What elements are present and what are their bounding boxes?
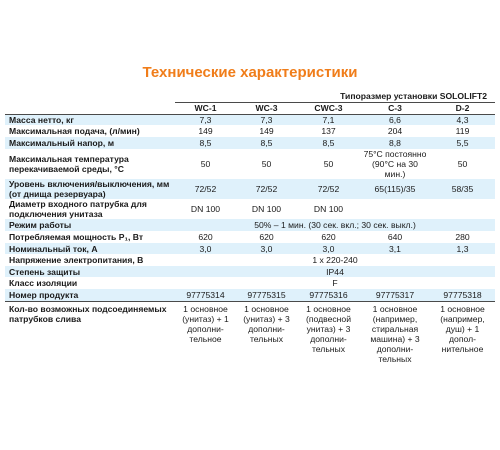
row-value: 50 bbox=[457, 159, 468, 169]
specs-table bbox=[5, 90, 495, 389]
row-value: 620 bbox=[259, 232, 274, 242]
row-value: 97775318 bbox=[430, 289, 495, 301]
table-row bbox=[5, 125, 495, 137]
row-value: 50 bbox=[200, 159, 211, 169]
row-value: 620 bbox=[321, 232, 336, 242]
row-value: 8,5 bbox=[236, 137, 297, 149]
row-value: 1 основное (подвесной унитаз) + 3 дополни-тельных bbox=[297, 301, 360, 389]
row-label: Максимальный напор, м bbox=[5, 137, 175, 149]
row-value: 5,5 bbox=[430, 137, 495, 149]
row-value: 75°C постоянно (90°C на 30 мин.) bbox=[363, 149, 427, 179]
row-value: 7,3 bbox=[175, 114, 236, 125]
row-value: IP44 bbox=[175, 266, 495, 277]
row-value: 7,3 bbox=[236, 114, 297, 125]
row-label: Диаметр входного патрубка для подключения унитаза bbox=[9, 199, 147, 219]
row-value: 97775315 bbox=[236, 289, 297, 301]
row-value: 3,1 bbox=[360, 243, 430, 254]
group-header: Типоразмер установки SOLOLIFT2 bbox=[175, 90, 495, 102]
table-row bbox=[5, 301, 495, 389]
table-row bbox=[5, 243, 495, 254]
column-header: WC-3 bbox=[236, 102, 297, 114]
table-row bbox=[5, 289, 495, 301]
row-value: 6,6 bbox=[360, 114, 430, 125]
row-value: 72/52 bbox=[236, 179, 297, 199]
row-value: 8,5 bbox=[175, 137, 236, 149]
row-value: 50 bbox=[323, 159, 334, 169]
row-value: 1 x 220-240 bbox=[312, 255, 358, 265]
row-label: Класс изоляции bbox=[9, 278, 78, 288]
row-value: F bbox=[332, 278, 338, 288]
row-label: Максимальная температура перекачиваемой среды, °C bbox=[9, 154, 129, 174]
column-header: D-2 bbox=[430, 102, 495, 114]
row-value: 3,0 bbox=[297, 243, 360, 254]
row-label: Потребляемая мощность P₁, Вт bbox=[9, 232, 144, 242]
table-row bbox=[5, 266, 495, 277]
row-label: Степень защиты bbox=[5, 266, 175, 277]
row-value: 97775314 bbox=[175, 289, 236, 301]
table-row bbox=[5, 179, 495, 199]
row-label: Напряжение электропитания, В bbox=[9, 255, 144, 265]
row-label: Уровень включения/выключения, мм (от днища резервуара) bbox=[5, 179, 175, 199]
table-row bbox=[5, 277, 495, 289]
row-value: 8,8 bbox=[360, 137, 430, 149]
row-value: DN 100 bbox=[251, 204, 282, 214]
row-value: 97775317 bbox=[360, 289, 430, 301]
row-value: 149 bbox=[259, 126, 274, 136]
row-value: 1 основное (например, стиральная машина) + 3 дополни-тельных bbox=[360, 301, 430, 389]
row-value bbox=[360, 199, 430, 219]
row-value: 119 bbox=[455, 126, 470, 136]
row-value: 1 основное (например, душ) + 1 допол-нительное bbox=[430, 301, 495, 389]
table-row bbox=[5, 114, 495, 125]
row-value: 50% – 1 мин. (30 сек. вкл.; 30 сек. выкл.) bbox=[175, 219, 495, 231]
row-value: 4,3 bbox=[430, 114, 495, 125]
row-value: 620 bbox=[198, 232, 213, 242]
page-title: Технические характеристики bbox=[142, 64, 358, 81]
table-row bbox=[5, 231, 495, 243]
column-header: C-3 bbox=[360, 102, 430, 114]
row-value: 8,5 bbox=[297, 137, 360, 149]
row-label: Номер продукта bbox=[5, 289, 175, 301]
row-value: 3,0 bbox=[236, 243, 297, 254]
row-label: Максимальная подача, (л/мин) bbox=[9, 126, 140, 136]
column-header: CWC-3 bbox=[297, 102, 360, 114]
row-value: DN 100 bbox=[190, 204, 221, 214]
row-value: 3,0 bbox=[175, 243, 236, 254]
row-label: Режим работы bbox=[5, 219, 175, 231]
row-value: 137 bbox=[321, 126, 336, 136]
row-value: 1 основное (унитаз) + 1 дополни-тельное bbox=[175, 301, 236, 389]
table-row bbox=[5, 149, 495, 179]
row-value: 50 bbox=[261, 159, 272, 169]
row-value: 1,3 bbox=[430, 243, 495, 254]
row-value: 65(115)/35 bbox=[360, 179, 430, 199]
row-value: 149 bbox=[198, 126, 213, 136]
row-value: 1 основное (унитаз) + 3 дополни-тельных bbox=[236, 301, 297, 389]
row-value: 97775316 bbox=[297, 289, 360, 301]
table-row bbox=[5, 219, 495, 231]
row-value: 204 bbox=[387, 126, 403, 136]
table-row bbox=[5, 137, 495, 149]
column-header: WC-1 bbox=[175, 102, 236, 114]
table-row bbox=[5, 254, 495, 266]
row-value: 72/52 bbox=[175, 179, 236, 199]
row-value: 7,1 bbox=[297, 114, 360, 125]
row-value: DN 100 bbox=[313, 204, 344, 214]
row-label: Масса нетто, кг bbox=[5, 114, 175, 125]
row-value bbox=[430, 199, 495, 219]
row-value: 640 bbox=[387, 232, 403, 242]
row-value: 58/35 bbox=[430, 179, 495, 199]
row-label: Кол-во возможных подсоединяемых патрубков слива bbox=[5, 301, 175, 389]
row-label: Номинальный ток, А bbox=[5, 243, 175, 254]
table-row bbox=[5, 199, 495, 219]
row-value: 72/52 bbox=[297, 179, 360, 199]
row-value: 280 bbox=[455, 232, 470, 242]
